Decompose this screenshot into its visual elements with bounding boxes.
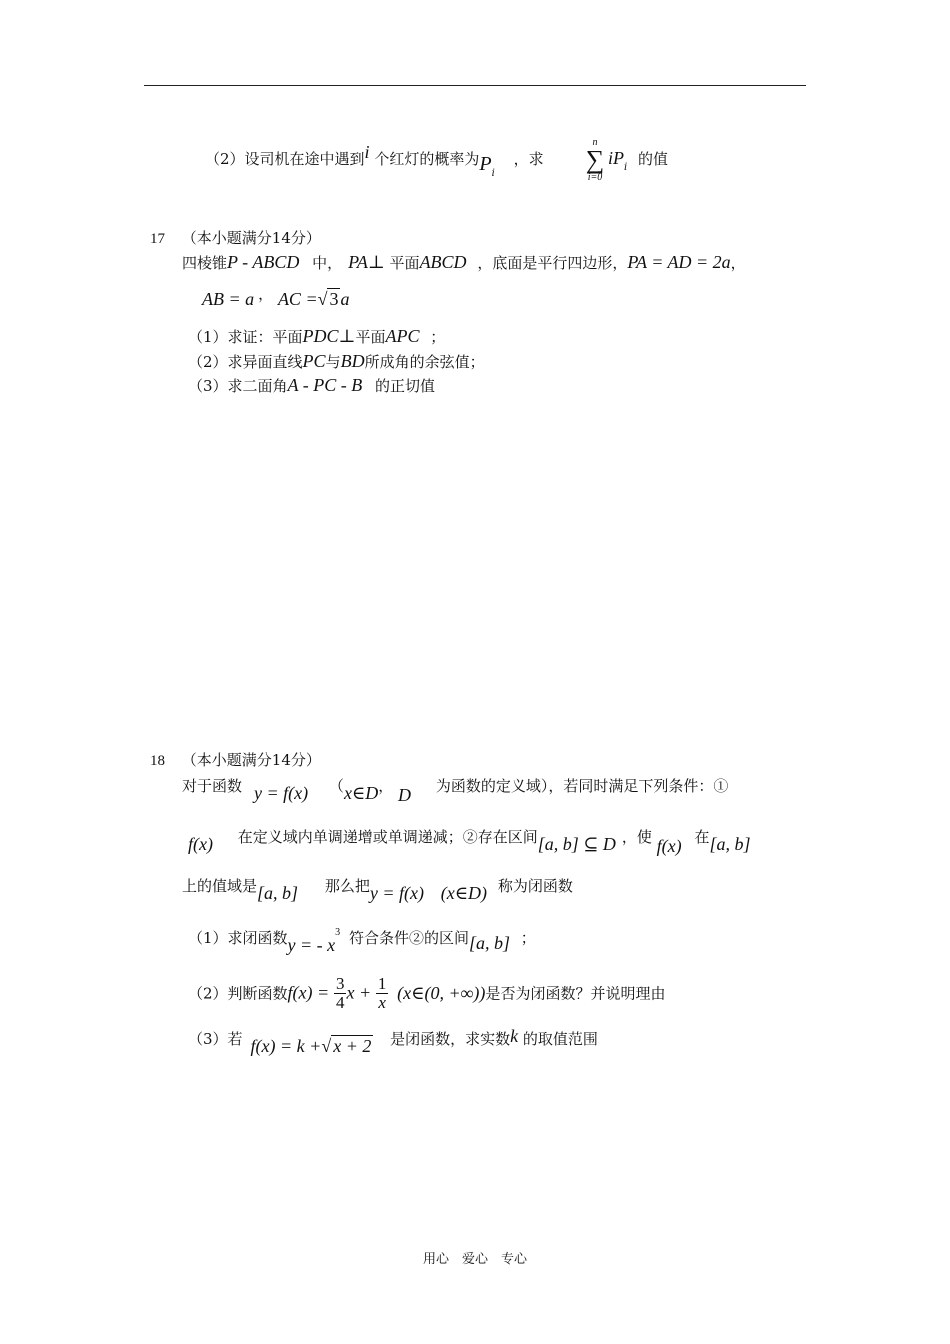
math-pa-perp: PA⊥: [348, 252, 385, 272]
sum-top: n: [592, 137, 598, 148]
q18-l1-a: 对于函数: [182, 777, 243, 795]
math-y-fx-2: y = f(x): [369, 883, 424, 903]
math-ab-subset-d: [a, b] ⊆ D: [537, 834, 616, 854]
frac-num-1: 3: [335, 974, 345, 993]
math-ac: AC =: [277, 289, 318, 309]
math-ab: AB = a: [202, 289, 255, 309]
math-dihedral: A - PC - B: [287, 375, 363, 395]
q17-p2-c: 所成角的余弦值；: [364, 353, 485, 371]
q18-p1-c: ；: [520, 929, 536, 947]
math-i: i: [364, 142, 370, 162]
q17-p1-c: ；: [430, 328, 446, 346]
q18-p3-c: 的取值范围: [522, 1030, 598, 1048]
q17-p2-a: （2）求异面直线: [188, 353, 303, 371]
q17-l1-e: ，: [730, 254, 746, 272]
math-pa-ad: PA = AD = 2a: [627, 252, 731, 272]
q18-p3-b: 是闭函数，求实数: [390, 1030, 511, 1048]
q17-l1-d: ，底面是平行四边形，: [477, 254, 628, 272]
q16-part2-mid: 个红灯的概率为: [374, 150, 480, 168]
math-x-in-d-2: (x∈D): [440, 883, 488, 903]
q18-part3: [188, 1026, 598, 1056]
math-range-ab: [a, b]: [257, 883, 299, 903]
q16-part2-suffix: 的值: [637, 150, 668, 168]
sqrt-sign: √: [317, 289, 328, 309]
math-x-in-d: x∈D: [343, 783, 379, 803]
q17-header: [150, 229, 321, 248]
q18-l1-comma: ，: [378, 777, 394, 795]
q18-l1-paren: （: [328, 777, 344, 795]
q17-l1-a: 四棱锥: [182, 254, 228, 272]
q17-l2-comma: ，: [258, 285, 274, 303]
math-p: P: [479, 153, 492, 175]
q17-p2-b: 与: [325, 353, 341, 371]
math-k: k: [510, 1026, 519, 1046]
math-pc: PC: [302, 351, 326, 371]
q17-p1-b: 平面: [355, 328, 386, 346]
sum-expr: iP: [608, 148, 624, 168]
math-fx-k: f(x) = k +: [250, 1036, 322, 1056]
frac-den-1: 4: [335, 993, 345, 1012]
q16-part2-text: （2）设司机在途中遇到: [205, 150, 365, 168]
fraction-three-quarters: [334, 975, 347, 1012]
q17-part3: [188, 375, 435, 397]
frac-den-2: x: [378, 993, 386, 1012]
math-a: a: [340, 289, 350, 309]
sqrt-radicand-2: x + 2: [333, 1036, 372, 1056]
math-pdc: PDC: [302, 326, 339, 346]
math-bd: BD: [340, 351, 365, 371]
math-apc: APC: [385, 326, 420, 346]
sum-expression: [608, 148, 668, 173]
math-domain: (x∈(0, +∞)): [397, 982, 486, 1003]
q17-line2: [202, 285, 350, 311]
page-footer: 用心 爱心 专心: [422, 1252, 527, 1267]
math-neg-x-cubed: y = - x: [287, 935, 336, 955]
q16-part2: [205, 142, 544, 179]
q17-number: 17: [150, 231, 165, 247]
q18-p2-a: （2）判断函数: [188, 984, 288, 1003]
q17-l1-c: 平面: [389, 254, 420, 272]
q18-p1-b: 符合条件②的区间: [348, 929, 469, 947]
math-p-sub: i: [491, 168, 495, 179]
q17-p1-a: （1）求证：平面: [188, 328, 303, 346]
q18-l2-b: ，使: [621, 828, 652, 846]
math-d: D: [398, 785, 412, 805]
math-ab-interval: [a, b]: [709, 834, 751, 854]
math-interval-ab: [a, b]: [468, 933, 510, 953]
fraction-one-over-x: [376, 975, 389, 1012]
q18-part2: [188, 975, 665, 1012]
math-y-fx: y = f(x): [254, 783, 309, 803]
math-exponent: 3: [335, 927, 341, 938]
header-rule: [144, 85, 806, 86]
math-pyramid: P - ABCD: [227, 252, 300, 272]
q18-l3-b: 那么把: [324, 877, 370, 895]
q18-l2-a: 在定义域内单调递增或单调递减；②存在区间: [237, 828, 538, 846]
q18-header: [150, 751, 321, 770]
q17-l1-b: 中，: [312, 254, 343, 272]
summation: [584, 138, 606, 184]
math-perp: ⊥: [338, 326, 356, 346]
sqrt-radicand: 3: [329, 289, 339, 309]
q18-line3: [182, 875, 573, 903]
q16-part2-seek: ，求: [513, 150, 544, 168]
math-x-plus: x +: [346, 982, 372, 1003]
q17-line1: [182, 252, 746, 274]
math-abcd: ABCD: [419, 252, 467, 272]
q18-p2-b: 是否为闭函数？并说明理由: [485, 984, 666, 1003]
math-fx-2: f(x): [656, 836, 682, 856]
frac-num-2: 1: [377, 974, 387, 993]
q18-part1: [188, 927, 536, 955]
q18-line2: [188, 826, 751, 856]
q18-l3-a: 上的值域是: [182, 877, 258, 895]
q18-l3-c: 称为闭函数: [497, 877, 573, 895]
q17-points: （本小题满分14分）: [181, 229, 321, 247]
q18-line1: [182, 775, 729, 805]
sum-expr-sub: i: [624, 162, 628, 173]
sum-bottom: i=0: [587, 172, 603, 183]
sqrt-sign-2: √: [321, 1036, 332, 1056]
sum-sign: ∑: [585, 145, 605, 174]
q18-points: （本小题满分14分）: [181, 751, 321, 769]
q17-part2: [188, 351, 485, 373]
math-fx: f(x): [188, 834, 213, 854]
q18-number: 18: [150, 753, 165, 769]
q18-l2-c: 在: [694, 828, 710, 846]
q17-p3-b: 的正切值: [374, 377, 435, 395]
q17-part1: [188, 326, 445, 348]
math-fx-eq: f(x) =: [287, 982, 330, 1003]
q18-p3-a: （3）若: [188, 1030, 243, 1048]
q18-l1-b: 为函数的定义域），若同时满足下列条件：①: [435, 777, 729, 795]
q17-p3-a: （3）求二面角: [188, 377, 288, 395]
q18-p1-a: （1）求闭函数: [188, 929, 288, 947]
